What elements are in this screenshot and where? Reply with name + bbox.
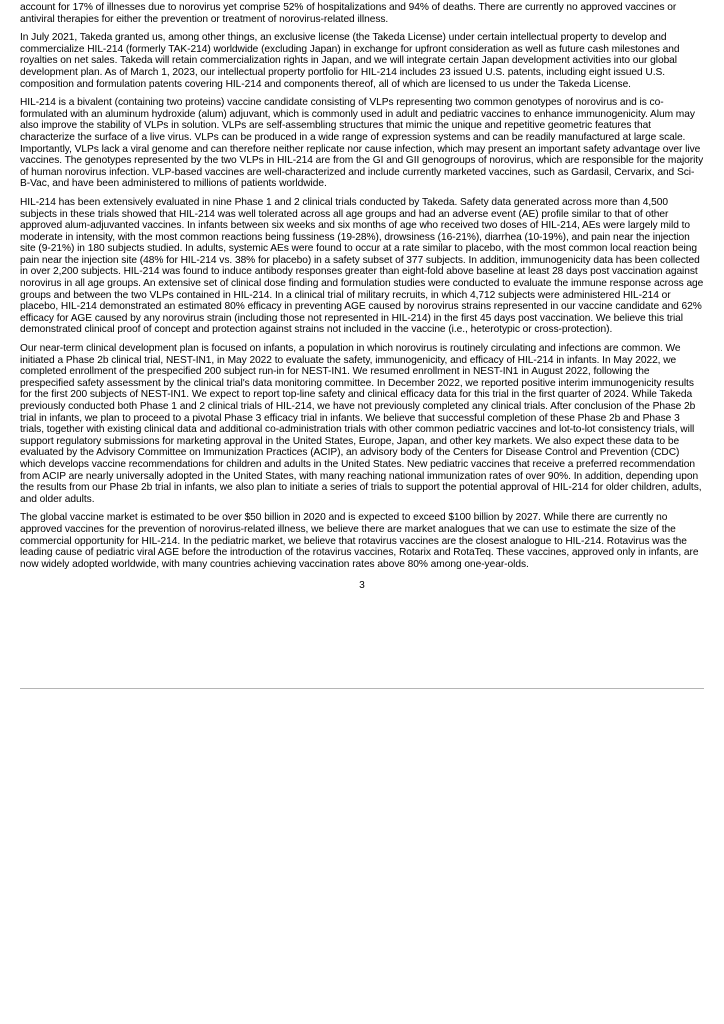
- paragraph-norovirus-burden: account for 17% of illnesses due to norovirus yet comprise 52% of hospitalizations and 94% of deaths. There are currently no approved vaccines or antiviral therapies for either the prevention or treatment of norovirus-related illness.: [20, 2, 677, 25]
- page-number: 3: [359, 580, 365, 592]
- paragraph-development-plan: Our near-term clinical development plan is focused on infants, a population in which norovirus is routinely circulating and infections are common. We initiated a Phase 2b clinical trial, NEST-IN1, in May 2022 to evaluate the safety, immunogenicity, and efficacy of HIL-214 in infants. In May 2022, we completed enrollment of the prespecified 200 subject run-in for NEST-IN1. We resumed enrollment in NEST-IN1 in August 2022, following the prespecified safety assessment by the clinical trial's data monitoring committee. In December 2022, we reported positive interim immunogenicity results for the first 200 subjects of NEST-IN1. We expect to report top-line safety and clinical efficacy data for this trial in the first quarter of 2024. While Takeda previously conducted both Phase 1 and 2 clinical trials of HIL-214, we have not previously completed any clinical trials. After conclusion of the Phase 2b trial in infants, we plan to proceed to a pivotal Phase 3 efficacy trial in infants. We believe that successful completion of these Phase 2b and Phase 3 trials, together with existing clinical data and additional co-administration trials with other common pediatric vaccines and lot-to-lot consistency trials, will support regulatory submissions for marketing approval in the United States, Europe, Japan, and other key markets. We also expect these data to be evaluated by the Advisory Committee on Immunization Practices (ACIP), an advisory body of the Centers for Disease Control and Prevention (CDC) which develops vaccine recommendations for children and adults in the United States. New pediatric vaccines that receive a preferred recommendation from ACIP are nearly universally adopted in the United States, with many reaching national immunization rates of over 90%. In addition, depending upon the results from our Phase 2b trial in infants, we also plan to initiate a series of trials to support the potential approval of HIL-214 for older children, adults, and older adults.: [20, 343, 702, 505]
- document-page: [20, 2, 704, 591]
- page-divider: [20, 688, 704, 689]
- paragraph-hil-214-description: HIL-214 is a bivalent (containing two proteins) vaccine candidate consisting of VLPs representing two common genotypes of norovirus and is co-formulated with an aluminum hydroxide (alum) adjuvant, which is commonly used in adult and pediatric vaccines to enhance immunogenicity. Alum may also improve the stability of VLPs in solution. VLPs are self-assembling structures that mimic the unique and repetitive geometric features that characterize the surface of a live virus. VLPs can be produced in a wide range of expression systems and can be readily manufactured at large scale. Importantly, VLPs lack a viral genome and can therefore neither replicate nor cause infection, which may present an important safety advantage over live vaccines. The genotypes represented by the two VLPs in HIL-214 are from the GI and GII genogroups of norovirus, which are responsible for the majority of human norovirus infection. VLP-based vaccines are well-characterized and include currently marketed vaccines, such as Gardasil, Cervarix, and Sci-B-Vac, and have been administered to millions of patients worldwide.: [20, 97, 704, 190]
- paragraph-clinical-evaluation: HIL-214 has been extensively evaluated in nine Phase 1 and 2 clinical trials conducted by Takeda. Safety data generated across more than 4,500 subjects in these trials showed that HIL-214 was well tolerated across all age groups and had an adverse event (AE) profile similar to that of other approved alum-adjuvanted vaccines. In infants between six weeks and six months of age who received two doses of HIL-214, AEs were largely mild to moderate in intensity, with the most common reactions being fussiness (19-28%), drowsiness (16-21%), diarrhea (10-19%), and pain near the injection site (9-21%) in 180 subjects studied. In adults, systemic AEs were found to occur at a rate similar to placebo, with the most common local reaction being pain near the injection site (48% for HIL-214 vs. 38% for placebo) in a safety subset of 377 subjects. In addition, immunogenicity data has been collected in over 2,200 subjects. HIL-214 was found to induce antibody responses greater than eight-fold above baseline at least 28 days post vaccination against norovirus in all age groups. An extensive set of clinical dose finding and formulation studies were conducted to evaluate the immune response across age groups and between the two VLPs contained in HIL-214. In a clinical trial of military recruits, in which 4,712 subjects were administered HIL-214 or placebo, HIL-214 demonstrated an estimated 80% efficacy in preventing AGE caused by norovirus strains represented in our vaccine candidate and 62% efficacy for AGE caused by any norovirus strain (including those not represented in HIL-214) in the first 45 days post vaccination. We believe this trial demonstrated clinical proof of concept and protection against strains not included in the vaccine (i.e., heterotypic or cross-protection).: [20, 196, 704, 336]
- paragraph-vaccine-market: The global vaccine market is estimated to be over $50 billion in 2020 and is expected to exceed $100 billion by 2027. While there are currently no approved vaccines for the prevention of norovirus-related illness, we believe there are market analogues that we can use to estimate the size of the commercial opportunity for HIL-214. In the pediatric market, we believe that rotavirus vaccines are the closest analogue to HIL-214. Rotavirus was the leading cause of pediatric viral AGE before the introduction of the rotavirus vaccines, Rotarix and RotaTeq. These vaccines, approved only in infants, are now widely adopted worldwide, with many countries achieving vaccination rates above 80% among one-year-olds.: [20, 512, 699, 570]
- paragraph-takeda-license: In July 2021, Takeda granted us, among other things, an exclusive license (the Takeda License) under certain intellectual property to develop and commercialize HIL-214 (formerly TAK-214) worldwide (excluding Japan) in exchange for upfront consideration as well as future cash milestones and royalties on net sales. Takeda will retain commercialization rights in Japan, and we will integrate certain Japan development activities into our global development plan. As of March 1, 2023, our intellectual property portfolio for HIL-214 includes 23 issued U.S. patents, including eight issued U.S. composition and formulation patents covering HIL-214 and components thereof, all of which are licensed to us under the Takeda License.: [20, 32, 680, 90]
